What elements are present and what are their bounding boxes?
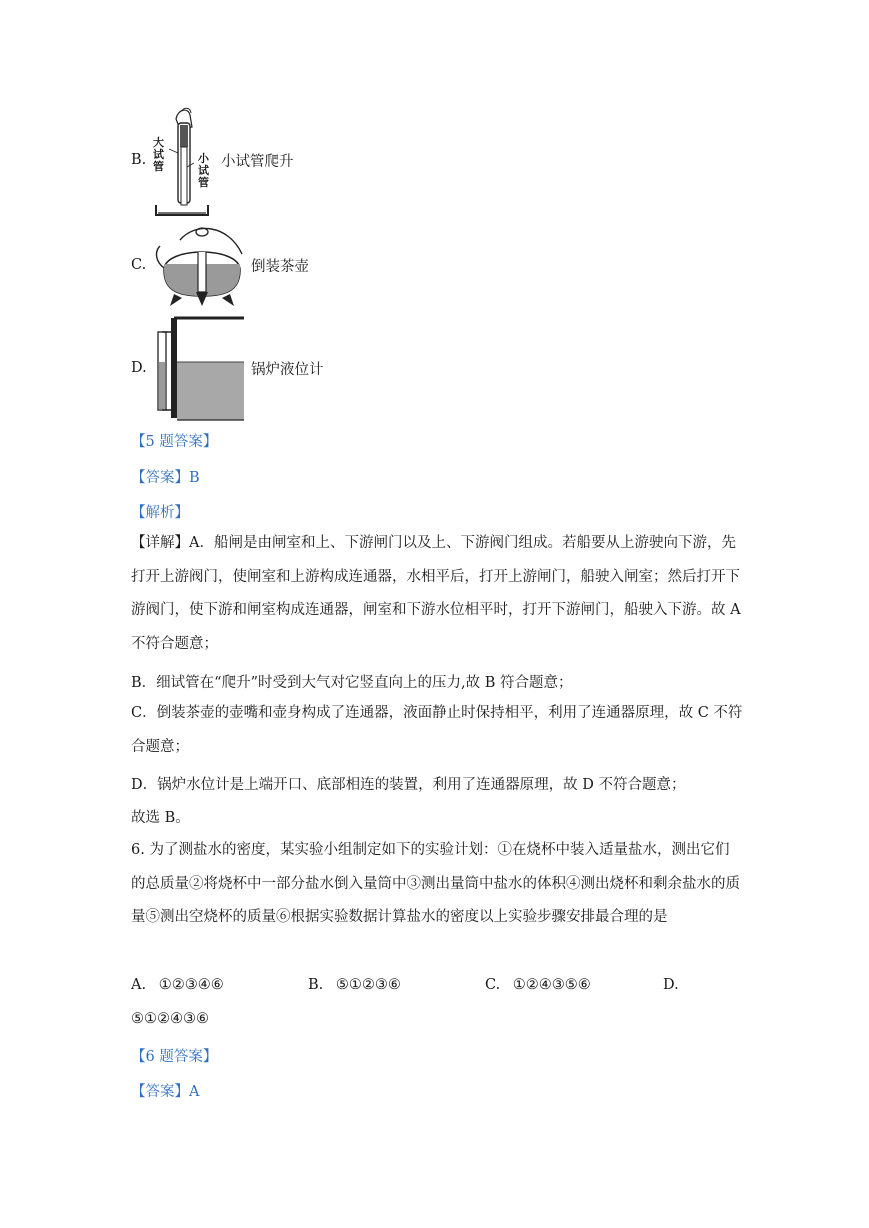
q5-line-c: C．倒装茶壶的壶嘴和壶身构成了连通器，液面静止时保持相平，利用了连通器原理，故 C 不符合题意； <box>131 705 743 755</box>
option-d-letter: D. <box>131 360 147 376</box>
option-b-caption: 小试管爬升 <box>221 154 294 170</box>
q6-option-a-letter: A. <box>131 977 147 993</box>
q6-stem: 6. 为了测盐水的密度，某实验小组制定如下的实验计划：①在烧杯中装入适量盐水，测出它们的总质量②将烧杯中一部分盐水倒入量筒中③测出量筒中盐水的体积④测出烧杯和剩余盐水的质量⑤测出空烧杯的质量⑥根据实验数据计算盐水的密度以上实验步骤安排最合理的是 <box>131 842 740 925</box>
q6-option-d-text: ⑤①②④③⑥ <box>131 1011 209 1027</box>
small-tube-label: 小试管 <box>198 152 209 189</box>
option-b-letter: B. <box>131 152 147 168</box>
q6-answer-text: 【答案】A <box>131 1084 200 1100</box>
q5-detail-paragraph: 【详解】A．船闸是由闸室和上、下游闸门以及上、下游阀门组成。若船要从上游驶向下游，先打开上游阀门，使闸室和上游构成连通器，水相平后，打开上游闸门，船驶入闸室；然后打开下游阀门，使下游和闸室构成连通器，闸室和下游水位相平时，打开下游闸门，船驶入下游。故 A 不符合题意； <box>131 535 741 652</box>
q5-conclusion: 故选 B。 <box>131 810 190 826</box>
option-d-caption: 锅炉液位计 <box>251 362 324 378</box>
q5-analysis-label: 【解析】 <box>131 505 189 521</box>
big-tube-label: 大试管 <box>153 136 164 173</box>
q6-answer <box>131 1080 199 1101</box>
q5-line-b: B．细试管在“爬升”时受到大气对它竖直向上的压力,故 B 符合题意； <box>131 675 573 691</box>
q6-option-c <box>485 977 591 993</box>
option-c-letter: C. <box>131 257 147 273</box>
q6-option-a-text: ①②③④⑥ <box>158 977 224 993</box>
q6-option-b <box>308 977 401 993</box>
q6-option-b-letter: B. <box>308 977 324 993</box>
boiler-gauge-figure <box>152 310 246 422</box>
q6-option-a <box>131 977 224 993</box>
q5-line-d: D．锅炉水位计是上端开口、底部相连的装置，利用了连通器原理，故 D 不符合题意； <box>131 777 686 793</box>
q6-option-d-letter: D. <box>663 977 679 993</box>
q6-option-c-letter: C. <box>485 977 501 993</box>
teapot-figure <box>150 222 250 310</box>
q6-option-c-text: ①②④③⑤⑥ <box>512 977 591 993</box>
test-tube-figure <box>150 105 212 217</box>
q5-answer: 【答案】B <box>131 470 200 486</box>
option-c-caption: 倒装茶壶 <box>251 259 309 275</box>
q6-heading: 【6 题答案】 <box>131 1049 218 1065</box>
q6-option-b-text: ⑤①②③⑥ <box>335 977 401 993</box>
q5-heading: 【5 题答案】 <box>131 434 218 450</box>
